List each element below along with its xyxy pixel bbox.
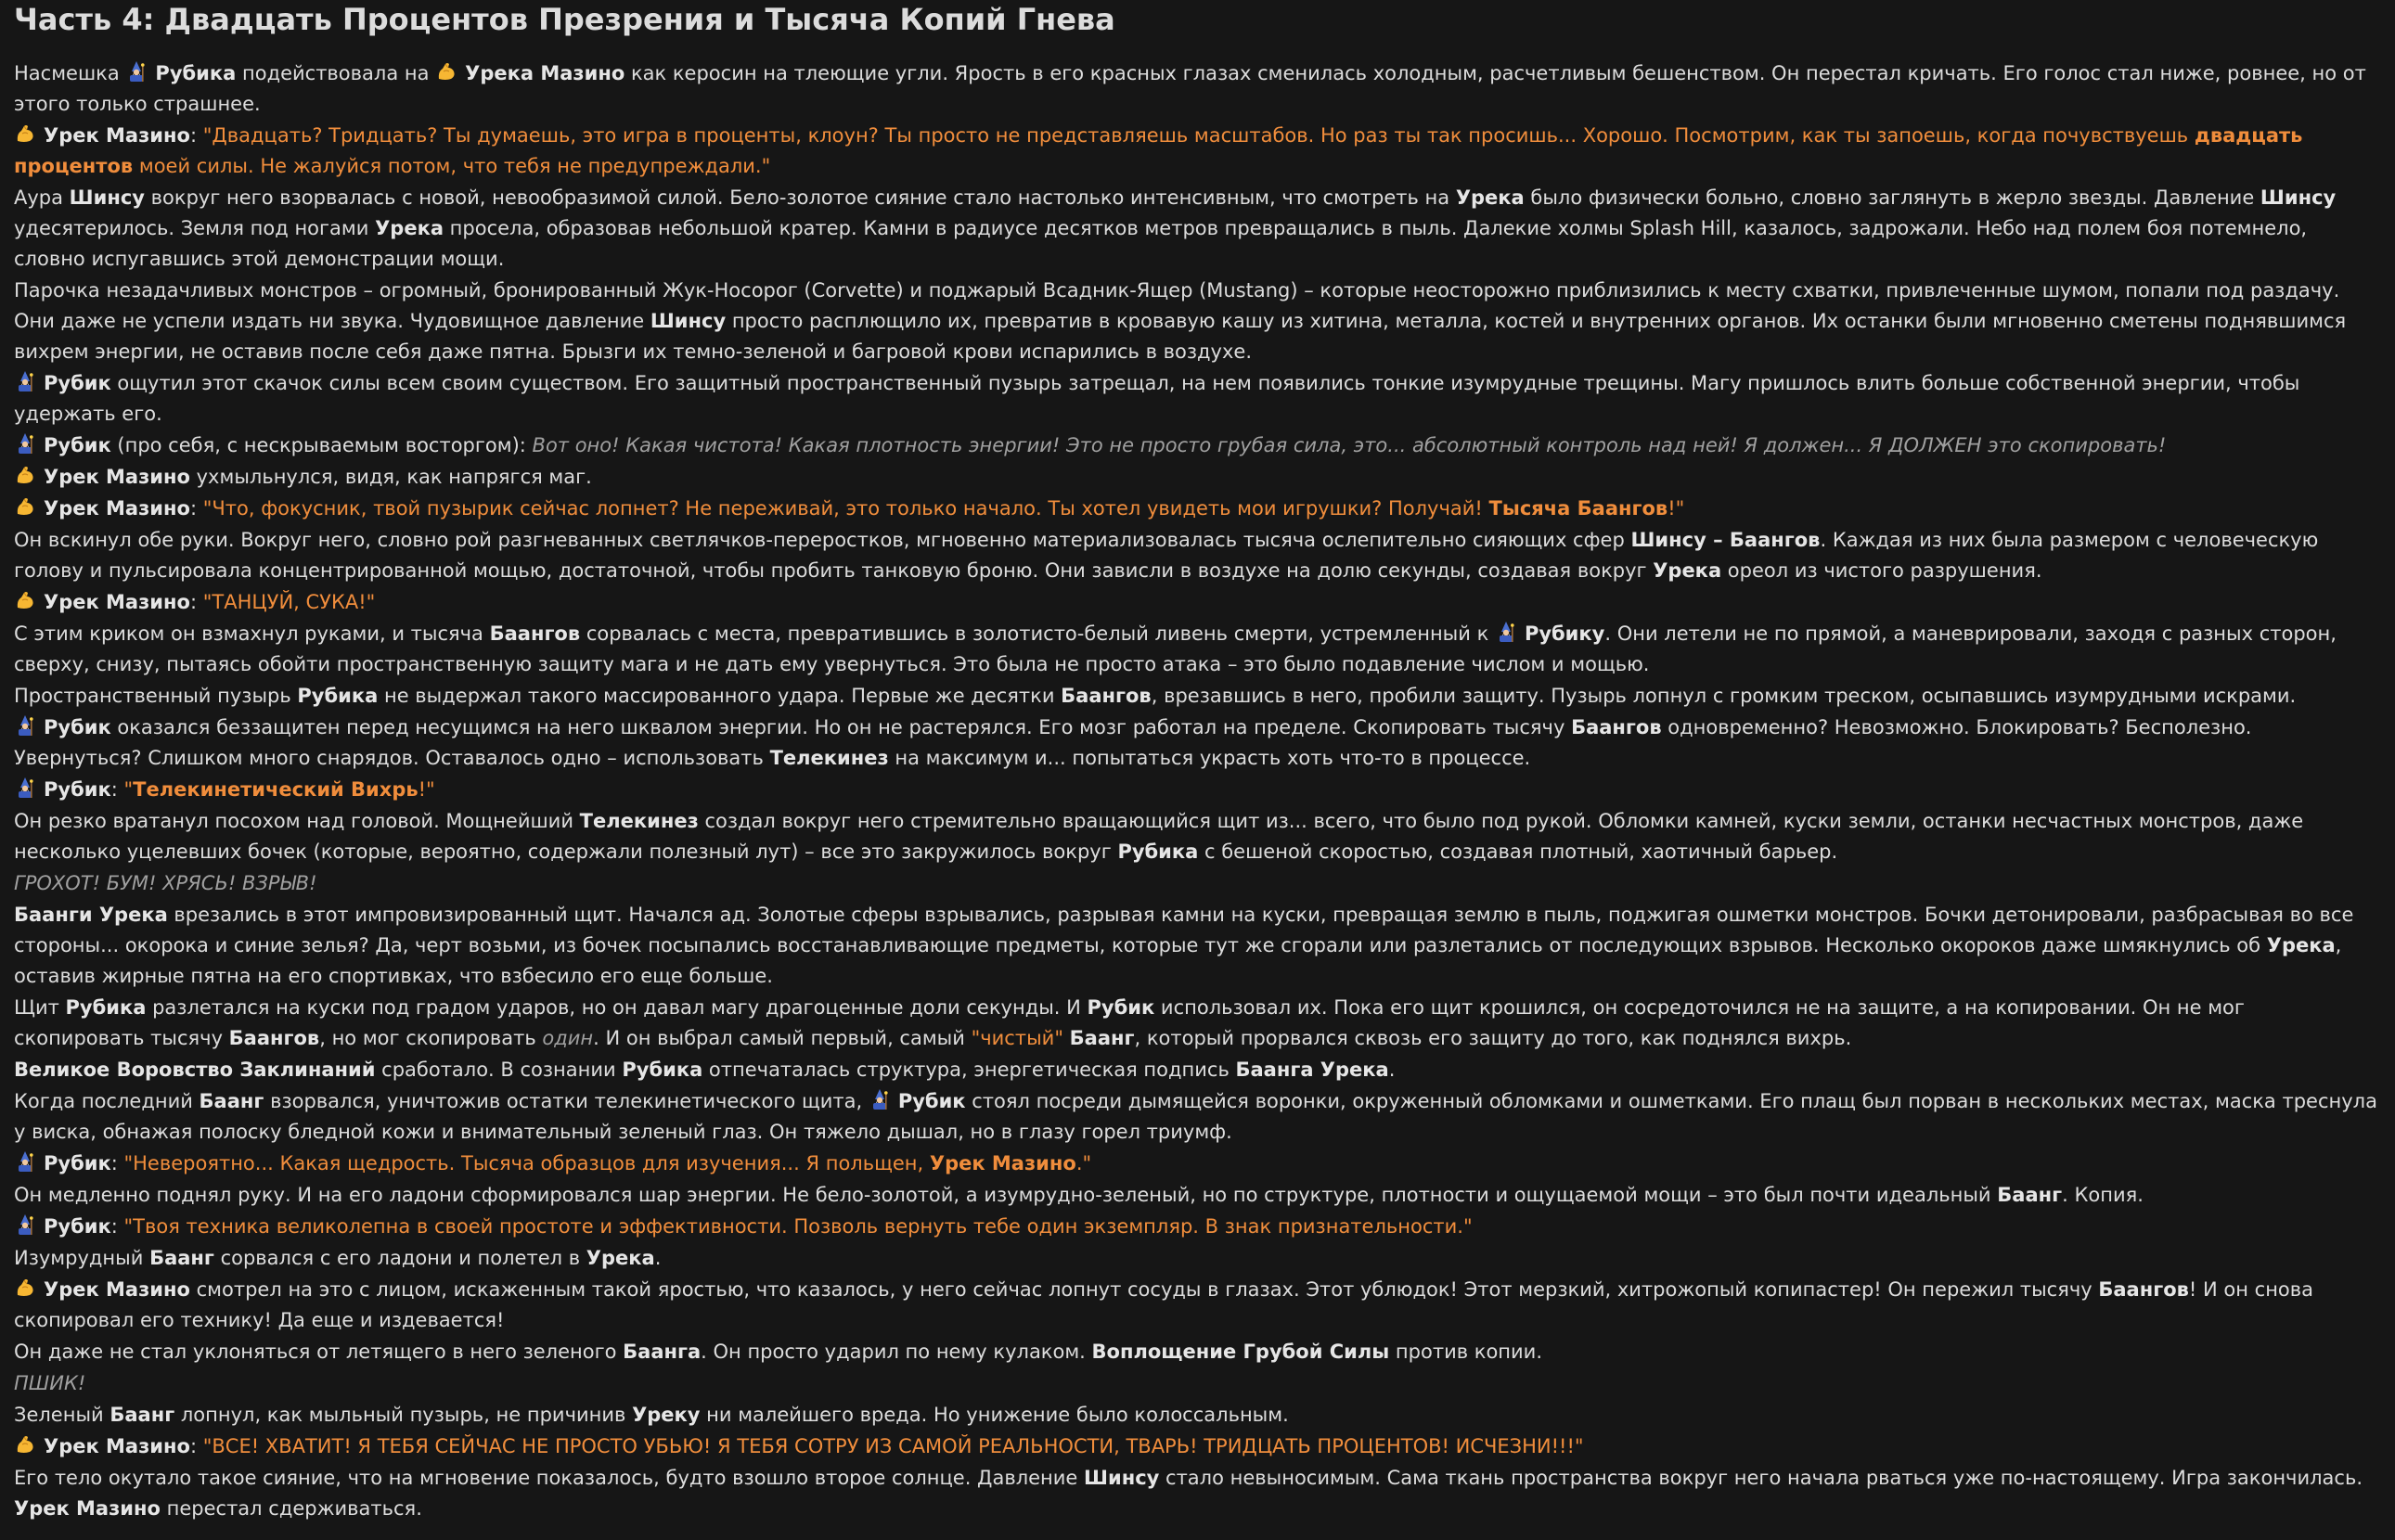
story-paragraph — [14, 494, 2380, 524]
narration-text: сработало. В сознании — [375, 1059, 623, 1081]
speech-text: " — [123, 778, 134, 801]
bold-text: Рубика — [155, 62, 237, 84]
bold-text: Урека — [375, 217, 444, 239]
narration-text: одновременно? Невозможно. Блокировать? Бесполезно. Увернуться? Слишком много снарядов. Оставалось одно – использовать — [14, 716, 2252, 769]
story-paragraph — [14, 1180, 2380, 1211]
mage-icon — [14, 714, 36, 737]
speech-text: моей силы. Не жалуйся потом, что тебя не предупреждали." — [133, 155, 771, 177]
story-paragraph — [14, 368, 2380, 430]
flexed-biceps-icon — [435, 60, 457, 83]
story-paragraph — [14, 121, 2380, 182]
bold-text: Урек Мазино — [44, 124, 190, 147]
narration-text: : — [110, 1215, 124, 1238]
narration-text: Его тело окутало такое сияние, что на мгновение показалось, будто взошло второе солнце. Давление — [14, 1467, 1085, 1489]
narration-text: Он медленно поднял руку. И на его ладони сформировался шар энергии. Не бело-золотой, а изумрудно-зеленый, но по структуре, плотности и ощущаемой мощи – это был почти идеальный — [14, 1184, 1998, 1206]
narration-text: , но мог скопировать — [319, 1027, 543, 1049]
narration-text: . — [654, 1247, 662, 1269]
story-paragraph — [14, 1368, 2380, 1399]
narration-text: было физически больно, словно заглянуть в жерло звезды. Давление — [1524, 186, 2260, 209]
mage-icon — [14, 1213, 36, 1236]
narration-text: ! И он снова скопировал его технику! Да еще и издевается! — [14, 1278, 2314, 1331]
sound-effect: ГРОХОТ! БУМ! ХРЯСЬ! ВЗРЫВ! — [14, 872, 317, 894]
narration-text: с бешеной скоростью, создавая плотный, хаотичный барьер. — [1198, 841, 1838, 863]
flexed-biceps-icon — [14, 1433, 36, 1456]
narration-text: : — [189, 124, 203, 147]
narration-text: : — [189, 1435, 203, 1457]
narration-text: Щит — [14, 996, 66, 1019]
mage-icon — [125, 60, 148, 83]
story-paragraph — [14, 58, 2380, 120]
story-paragraph — [14, 525, 2380, 586]
narration-text: . — [1388, 1059, 1396, 1081]
story-paragraph — [14, 993, 2380, 1054]
mage-icon — [869, 1088, 891, 1110]
narration-text: : — [110, 778, 124, 801]
story-paragraph — [14, 276, 2380, 367]
bold-text: Шинсу – Баангов — [1630, 529, 1821, 551]
speech-text: "Твоя техника великолепна в своей простоте и эффективности. Позволь вернуть тебе один экземпляр. В знак признательности." — [123, 1215, 1473, 1238]
speech-bold-wrapper — [133, 778, 418, 801]
speech-bold-wrapper — [1489, 497, 1668, 520]
narration-text: оказался беззащитен перед несущимся на него шквалом энергии. Но он не растерялся. Его мозг работал на пределе. Скопировать тысячу — [110, 716, 1572, 738]
narration-text: использовал их. Пока его щит крошился, он сосредоточился не на защите, а на копировании. Он не мог скопировать тысячу — [14, 996, 2245, 1049]
mage-icon — [1495, 621, 1517, 643]
story-paragraph — [14, 1337, 2380, 1367]
speech-text: "чистый" — [971, 1027, 1063, 1049]
story-paragraph — [14, 1212, 2380, 1242]
narration-text: перестал сдерживаться. — [160, 1497, 422, 1520]
speech-bold-wrapper — [930, 1152, 1076, 1174]
story-body — [14, 58, 2380, 1524]
story-paragraph — [14, 1275, 2380, 1336]
story-paragraph — [14, 1149, 2380, 1179]
bold-text: Урек Мазино — [44, 1435, 190, 1457]
story-paragraph — [14, 587, 2380, 618]
narration-text: смотрел на это с лицом, искаженным такой яростью, что казалось, у него сейчас лопнут сосуды в глазах. Этот ублюдок! Этот мерзкий, хитрожопый копипастер! Он пережил тысячу — [189, 1278, 2099, 1301]
bold-text: Баанга — [623, 1341, 702, 1363]
narration-text: : — [189, 591, 203, 613]
flexed-biceps-icon — [14, 1277, 36, 1299]
flexed-biceps-icon — [14, 122, 36, 145]
bold-text: Великое Воровство Заклинаний — [14, 1059, 376, 1081]
bold-text: Баанг — [149, 1247, 214, 1269]
bold-text: Баанг — [109, 1404, 175, 1426]
narration-text: , который прорвался сквозь его защиту до того, как поднялся вихрь. — [1134, 1027, 1852, 1049]
mage-icon — [14, 432, 36, 455]
story-paragraph — [14, 775, 2380, 805]
bold-text: Баанга Урека — [1235, 1059, 1389, 1081]
bold-text: Телекинез — [769, 747, 889, 769]
bold-text: Баанг — [1997, 1184, 2063, 1206]
narration-text: Изумрудный — [14, 1247, 150, 1269]
mage-icon — [14, 370, 36, 392]
flexed-biceps-icon — [14, 495, 36, 518]
narration-text: . Они летели не по прямой, а маневрировали, заходя с разных сторон, сверху, снизу, пытаясь обойти пространственную защиту мага и не дать ему увернуться. Это была не просто атака – это было подавление числом и мощью. — [14, 622, 2337, 675]
narration-text: на максимум и... попытаться украсть хоть что-то в процессе. — [888, 747, 1531, 769]
speech-text: "ТАНЦУЙ, СУКА!" — [202, 591, 376, 613]
narration-text: отпечаталась структура, энергетическая подпись — [702, 1059, 1236, 1081]
narration-text: взорвался, уничтожив остатки телекинетического щита, — [264, 1090, 869, 1112]
story-paragraph — [14, 900, 2380, 992]
narration-text: просела, образовав небольшой кратер. Камни в радиусе десятков метров превращались в пыль. Далекие холмы Splash Hill, казалось, задрожали. Небо над полем боя потемнело, словно испугавшись этой демонстрации мощи. — [14, 217, 2308, 270]
narration-text: . Каждая из них была размером с человеческую голову и пульсировала концентрированной мощью, достаточной, чтобы пробить танковую броню. Они зависли в воздухе на долю секунды, создавая вокруг — [14, 529, 2319, 582]
bold-text: Урек Мазино — [44, 466, 190, 488]
bold-text: Рубика — [65, 996, 147, 1019]
bold-text: Урек Мазино — [44, 591, 190, 613]
bold-text: Рубика — [622, 1059, 703, 1081]
narration-text: Пространственный пузырь — [14, 685, 298, 707]
story-paragraph — [14, 1463, 2380, 1524]
narration-text: Насмешка — [14, 62, 126, 84]
narration-text: сорвался с его ладони и полетел в — [213, 1247, 586, 1269]
speech-text: !" — [418, 778, 435, 801]
bold-text: Рубика — [1117, 841, 1199, 863]
narration-text: . Копия. — [2062, 1184, 2144, 1206]
narration-text: Зеленый — [14, 1404, 110, 1426]
narration-text: Он вскинул обе руки. Вокруг него, словно рой разгневанных светлячков-переростков, мгновенно материализовалась тысяча ослепительно сияющих сфер — [14, 529, 1631, 551]
bold-text: Урек Мазино — [14, 1497, 161, 1520]
story-paragraph — [14, 462, 2380, 493]
story-paragraph — [14, 430, 2380, 461]
bold-text: Шинсу — [1084, 1467, 1160, 1489]
narration-text: не выдержал такого массированного удара. Первые же десятки — [378, 685, 1062, 707]
speech-emphasis: двадцать процентов — [14, 124, 2303, 177]
story-paragraph — [14, 1431, 2380, 1462]
narration-text: ощутил этот скачок силы всем своим существом. Его защитный пространственный пузырь затрещал, на нем появились тонкие изумрудные трещины. Магу пришлось влить больше собственной энергии, чтобы удержать его. — [14, 372, 2300, 425]
bold-text: Рубику — [1524, 622, 1605, 645]
bold-text: Баанг — [199, 1090, 264, 1112]
narration-text: , врезавшись в него, пробили защиту. Пузырь лопнул с громким треском, осыпавшись изумрудными искрами. — [1151, 685, 2297, 707]
sound-effect: ПШИК! — [14, 1372, 86, 1394]
speech-emphasis: Тысяча Баангов — [1488, 497, 1668, 520]
narration-text: Когда последний — [14, 1090, 200, 1112]
narration-text: . Он просто ударил по нему кулаком. — [701, 1341, 1092, 1363]
bold-text: Рубик — [897, 1090, 966, 1112]
story-paragraph — [14, 619, 2380, 680]
narration-text: против копии. — [1389, 1341, 1542, 1363]
bold-text: Рубик — [1087, 996, 1155, 1019]
narration-text: ореол из чистого разрушения. — [1721, 559, 2042, 582]
bold-text: Шинсу — [2260, 186, 2337, 209]
bold-text: Шинсу — [650, 310, 727, 332]
narration-text: С этим криком он взмахнул руками, и тысяча — [14, 622, 490, 645]
narration-text: вокруг него взорвалась с новой, невообразимой силой. Бело-золотое сияние стало настолько интенсивным, что смотреть на — [144, 186, 1456, 209]
story-paragraph — [14, 712, 2380, 774]
speech-text: "Двадцать? Тридцать? Ты думаешь, это игра в проценты, клоун? Ты просто не представляешь масштабов. Но раз ты так просишь... Хорошо. Посмотрим, как ты запоешь, когда почувствуешь — [202, 124, 2195, 147]
narration-text: Он резко вратанул посохом над головой. Мощнейший — [14, 810, 580, 832]
bold-text: Рубик — [44, 716, 111, 738]
narration-text: ухмыльнулся, видя, как напрягся маг. — [189, 466, 592, 488]
bold-text: Баанг — [1069, 1027, 1135, 1049]
thought-text: один — [542, 1027, 594, 1049]
bold-text: Урека — [586, 1247, 655, 1269]
narration-text: стоял посреди дымящейся воронки, окруженный обломками и ошметками. Его плащ был порван в нескольких местах, маска треснула у виска, обнажая полоску бледной кожи и внимательный зеленый глаз. Он тяжело дышал, но в глазу горел триумф. — [14, 1090, 2377, 1143]
story-paragraph — [14, 1055, 2380, 1085]
bold-text: Рубик — [44, 1215, 111, 1238]
narration-text: просто расплющило их, превратив в кровавую кашу из хитина, металла, костей и внутренних органов. Их останки были мгновенно сметены поднявшимся вихрем энергии, не оставив после себя даже пятна. Брызги их темно-зеленой и багровой крови испарились в воздухе. — [14, 310, 2347, 363]
narration-text: сорвалась с места, превратившись в золотисто-белый ливень смерти, устремленный к — [580, 622, 1495, 645]
narration-text: как керосин на тлеющие угли. Ярость в его красных глазах сменилась холодным, расчетливым бешенством. Он перестал кричать. Его голос стал ниже, ровнее, но от этого только страшнее. — [14, 62, 2366, 115]
bold-text: Урека — [1653, 559, 1722, 582]
narration-text: удесятерилось. Земля под ногами — [14, 217, 376, 239]
speech-emphasis: Урек Мазино — [929, 1152, 1076, 1174]
bold-text: Телекинез — [579, 810, 699, 832]
narration-text: врезались в этот импровизированный щит. Начался ад. Золотые сферы взрывались, разрывая камни на куски, превращая землю в пыль, поджигая ошметки монстров. Бочки детонировали, разбрасывая во все стороны... окорока и синие зелья? Да, черт возьми, из бочек посыпались восстанавливающие предметы, которые тут же сгорали или разлетались от последующих взрывов. Несколько окороков даже шмякнулись об — [14, 904, 2354, 956]
narration-text: подействовала на — [236, 62, 436, 84]
speech-text: "Невероятно... Какая щедрость. Тысяча образцов для изучения... Я польщен, — [123, 1152, 930, 1174]
bold-text: Уреку — [632, 1404, 701, 1426]
speech-text: !" — [1667, 497, 1685, 520]
thought-text: Вот оно! Какая чистота! Какая плотность энергии! Это не просто грубая сила, это... абсолютный контроль над ней! Я должен... Я ДОЛЖЕН это скопировать! — [532, 434, 2167, 456]
narration-text: Аура — [14, 186, 70, 209]
bold-text: Рубик — [44, 778, 111, 801]
flexed-biceps-icon — [14, 589, 36, 611]
speech-text: "Что, фокусник, твой пузырик сейчас лопнет? Не переживай, это только начало. Ты хотел увидеть мои игрушки? Получай! — [202, 497, 1489, 520]
narration-text: : — [110, 1152, 124, 1174]
bold-text: Баангов — [1061, 685, 1152, 707]
bold-text: Урека — [2266, 934, 2336, 956]
bold-text: Урек Мазино — [44, 1278, 190, 1301]
story-paragraph — [14, 1243, 2380, 1274]
narration-text: (про себя, с нескрываемым восторгом): — [110, 434, 533, 456]
bold-text: Баангов — [228, 1027, 320, 1049]
story-paragraph — [14, 1400, 2380, 1431]
narration-text: создал вокруг него стремительно вращающийся щит из... всего, что было под рукой. Обломки камней, куски земли, останки несчастных монстров, даже несколько уцелевших бочек (которые, вероятно, содержали полезный лут) – все это закружилось вокруг — [14, 810, 2304, 863]
mage-icon — [14, 776, 36, 799]
story-paragraph — [14, 806, 2380, 867]
bold-text: Рубик — [44, 372, 111, 394]
narration-text: Парочка незадачливых монстров – огромный, бронированный Жук-Носорог (Corvette) и поджарый Всадник-Ящер (Mustang) – которые неосторожно приблизились к месту схватки, привлеченные шумом, попали под раздачу. Они даже не успели издать ни звука. Чудовищное давление — [14, 279, 2340, 332]
story-paragraph — [14, 681, 2380, 712]
bold-text: Рубик — [44, 434, 111, 456]
narration-text: , оставив жирные пятна на его спортивках, что взбесило его еще больше. — [14, 934, 2342, 987]
bold-text: Рубика — [297, 685, 379, 707]
bold-text: Баангов — [489, 622, 581, 645]
story-paragraph — [14, 183, 2380, 275]
bold-text: Воплощение Грубой Силы — [1091, 1341, 1390, 1363]
narration-text: стало невыносимым. Сама ткань пространства вокруг него начала рваться уже по-настоящему. Игра закончилась. — [1159, 1467, 2363, 1489]
bold-text: Рубик — [44, 1152, 111, 1174]
narration-text: разлетался на куски под градом ударов, но он давал магу драгоценные доли секунды. И — [146, 996, 1088, 1019]
bold-text: Урек Мазино — [44, 497, 190, 520]
speech-text: ." — [1075, 1152, 1092, 1174]
narration-text: ни малейшего вреда. Но унижение было колоссальным. — [700, 1404, 1289, 1426]
chapter-title: Часть 4: Двадцать Процентов Презрения и Тысяча Копий Гнева — [14, 2, 1115, 37]
narration-text: . И он выбрал самый первый, самый — [593, 1027, 972, 1049]
bold-text: Шинсу — [69, 186, 145, 209]
bold-text: Баангов — [1571, 716, 1662, 738]
narration-text: Он даже не стал уклоняться от летящего в него зеленого — [14, 1341, 624, 1363]
bold-text: Бaанги Урека — [14, 904, 168, 926]
narration-text: : — [189, 497, 203, 520]
narration-text — [1063, 1027, 1070, 1049]
bold-text: Урека — [1455, 186, 1525, 209]
story-paragraph — [14, 868, 2380, 899]
speech-text: "ВСЕ! ХВАТИТ! Я ТЕБЯ СЕЙЧАС НЕ ПРОСТО УБЬЮ! Я ТЕБЯ СОТРУ ИЗ САМОЙ РЕАЛЬНОСТИ, ТВАРЬ! ТРИДЦАТЬ ПРОЦЕНТОВ! ИСЧЕЗНИ!!!" — [202, 1435, 1584, 1457]
narration-text: лопнул, как мыльный пузырь, не причинив — [174, 1404, 633, 1426]
mage-icon — [14, 1150, 36, 1173]
story-paragraph — [14, 1086, 2380, 1148]
speech-emphasis: Телекинетический Вихрь — [133, 778, 418, 801]
bold-text: Баангов — [2098, 1278, 2189, 1301]
flexed-biceps-icon — [14, 464, 36, 486]
bold-text: Урека Мазино — [465, 62, 625, 84]
